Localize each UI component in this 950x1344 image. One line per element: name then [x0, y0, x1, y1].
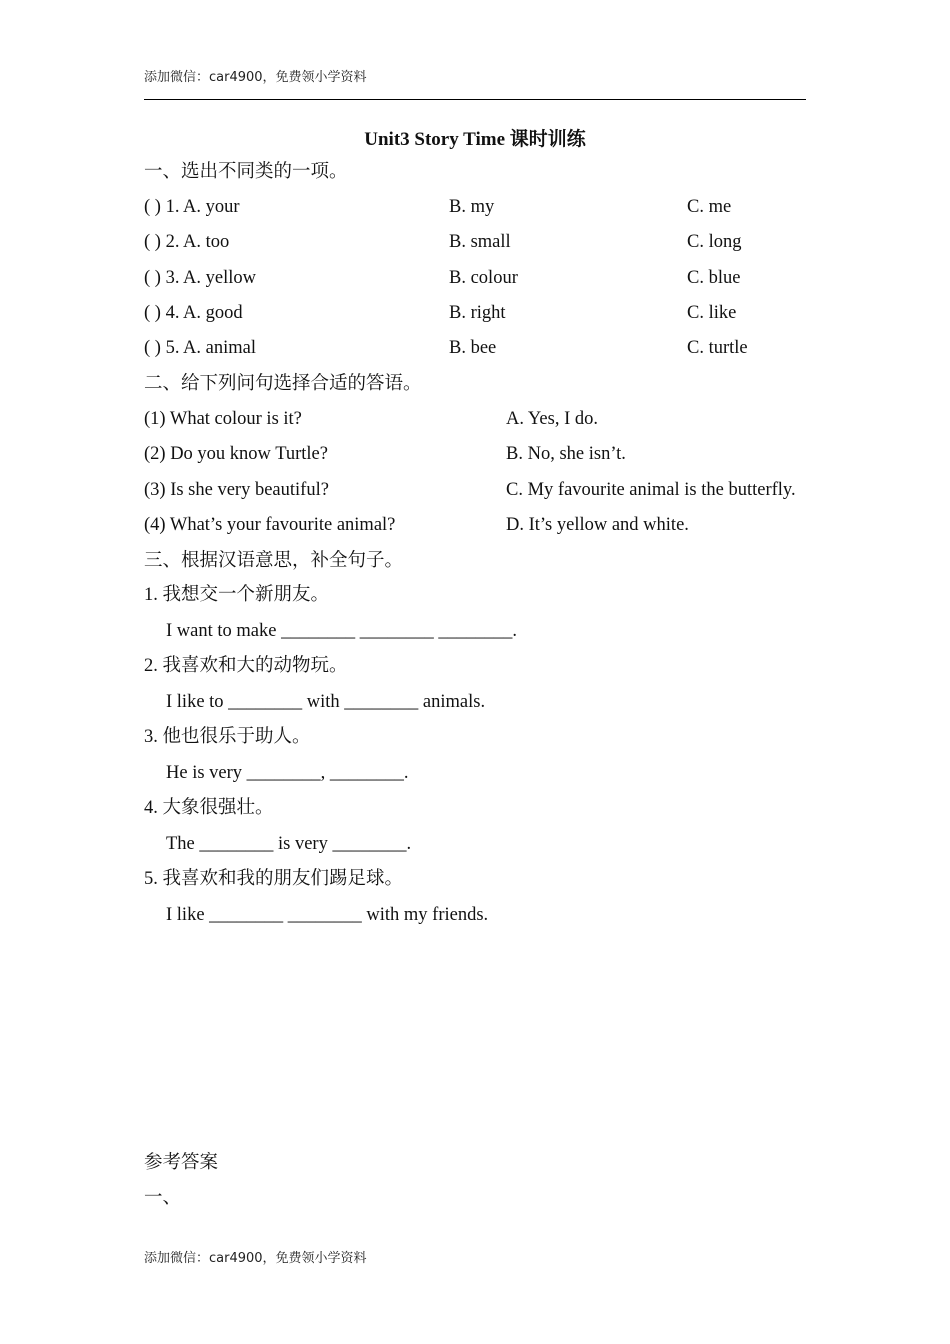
footer-note: 添加微信：car4900，免费领小学资料 — [144, 1251, 367, 1266]
s1-row1-a: ( ) 1. A. your — [144, 197, 240, 217]
s1-row4-b: B. right — [449, 303, 506, 323]
s3-item1-chinese: 1. 我想交一个新朋友。 — [144, 585, 330, 605]
header-rule — [144, 99, 806, 100]
s3-item4-english: The ________ is very ________. — [166, 834, 412, 854]
answers-heading: 参考答案 — [144, 1153, 219, 1173]
s3-item5-english: I like ________ ________ with my friends. — [166, 905, 489, 925]
header-note: 添加微信：car4900，免费领小学资料 — [144, 70, 367, 85]
s1-row1-b: B. my — [449, 197, 495, 217]
s2-question-4: (4) What’s your favourite animal? — [144, 515, 396, 535]
answers-section1-label: 一、 — [144, 1188, 182, 1208]
section1-heading: 一、选出不同类的一项。 — [144, 162, 348, 182]
s1-row5-c: C. turtle — [687, 338, 748, 358]
s3-item3-english: He is very ________, ________. — [166, 763, 409, 783]
section3-heading: 三、根据汉语意思，补全句子。 — [144, 551, 404, 571]
page-title: Unit3 Story Time 课时训练 — [364, 129, 586, 150]
s1-row3-b: B. colour — [449, 268, 518, 288]
s1-row2-b: B. small — [449, 232, 511, 252]
s2-question-2: (2) Do you know Turtle? — [144, 444, 328, 464]
s3-item3-chinese: 3. 他也很乐于助人。 — [144, 727, 311, 747]
s1-row2-c: C. long — [687, 232, 742, 252]
s1-row4-c: C. like — [687, 303, 737, 323]
s1-row5-a: ( ) 5. A. animal — [144, 338, 257, 358]
s1-row3-c: C. blue — [687, 268, 741, 288]
s1-row4-a: ( ) 4. A. good — [144, 303, 243, 323]
s3-item2-chinese: 2. 我喜欢和大的动物玩。 — [144, 656, 348, 676]
s2-answer-b: B. No, she isn’t. — [506, 444, 626, 464]
s1-row1-c: C. me — [687, 197, 732, 217]
s1-row2-a: ( ) 2. A. too — [144, 232, 230, 252]
s2-answer-c: C. My favourite animal is the butterfly. — [506, 480, 796, 500]
s2-answer-d: D. It’s yellow and white. — [506, 515, 689, 535]
s3-item4-chinese: 4. 大象很强壮。 — [144, 798, 274, 818]
s2-answer-a: A. Yes, I do. — [506, 409, 599, 429]
s2-question-3: (3) Is she very beautiful? — [144, 480, 329, 500]
s3-item2-english: I like to ________ with ________ animals. — [166, 692, 486, 712]
s2-question-1: (1) What colour is it? — [144, 409, 302, 429]
s3-item1-english: I want to make ________ ________ ________. — [166, 621, 517, 641]
s3-item5-chinese: 5. 我喜欢和我的朋友们踢足球。 — [144, 869, 404, 889]
s1-row3-a: ( ) 3. A. yellow — [144, 268, 257, 288]
s1-row5-b: B. bee — [449, 338, 497, 358]
section2-heading: 二、给下列问句选择合适的答语。 — [144, 374, 422, 394]
